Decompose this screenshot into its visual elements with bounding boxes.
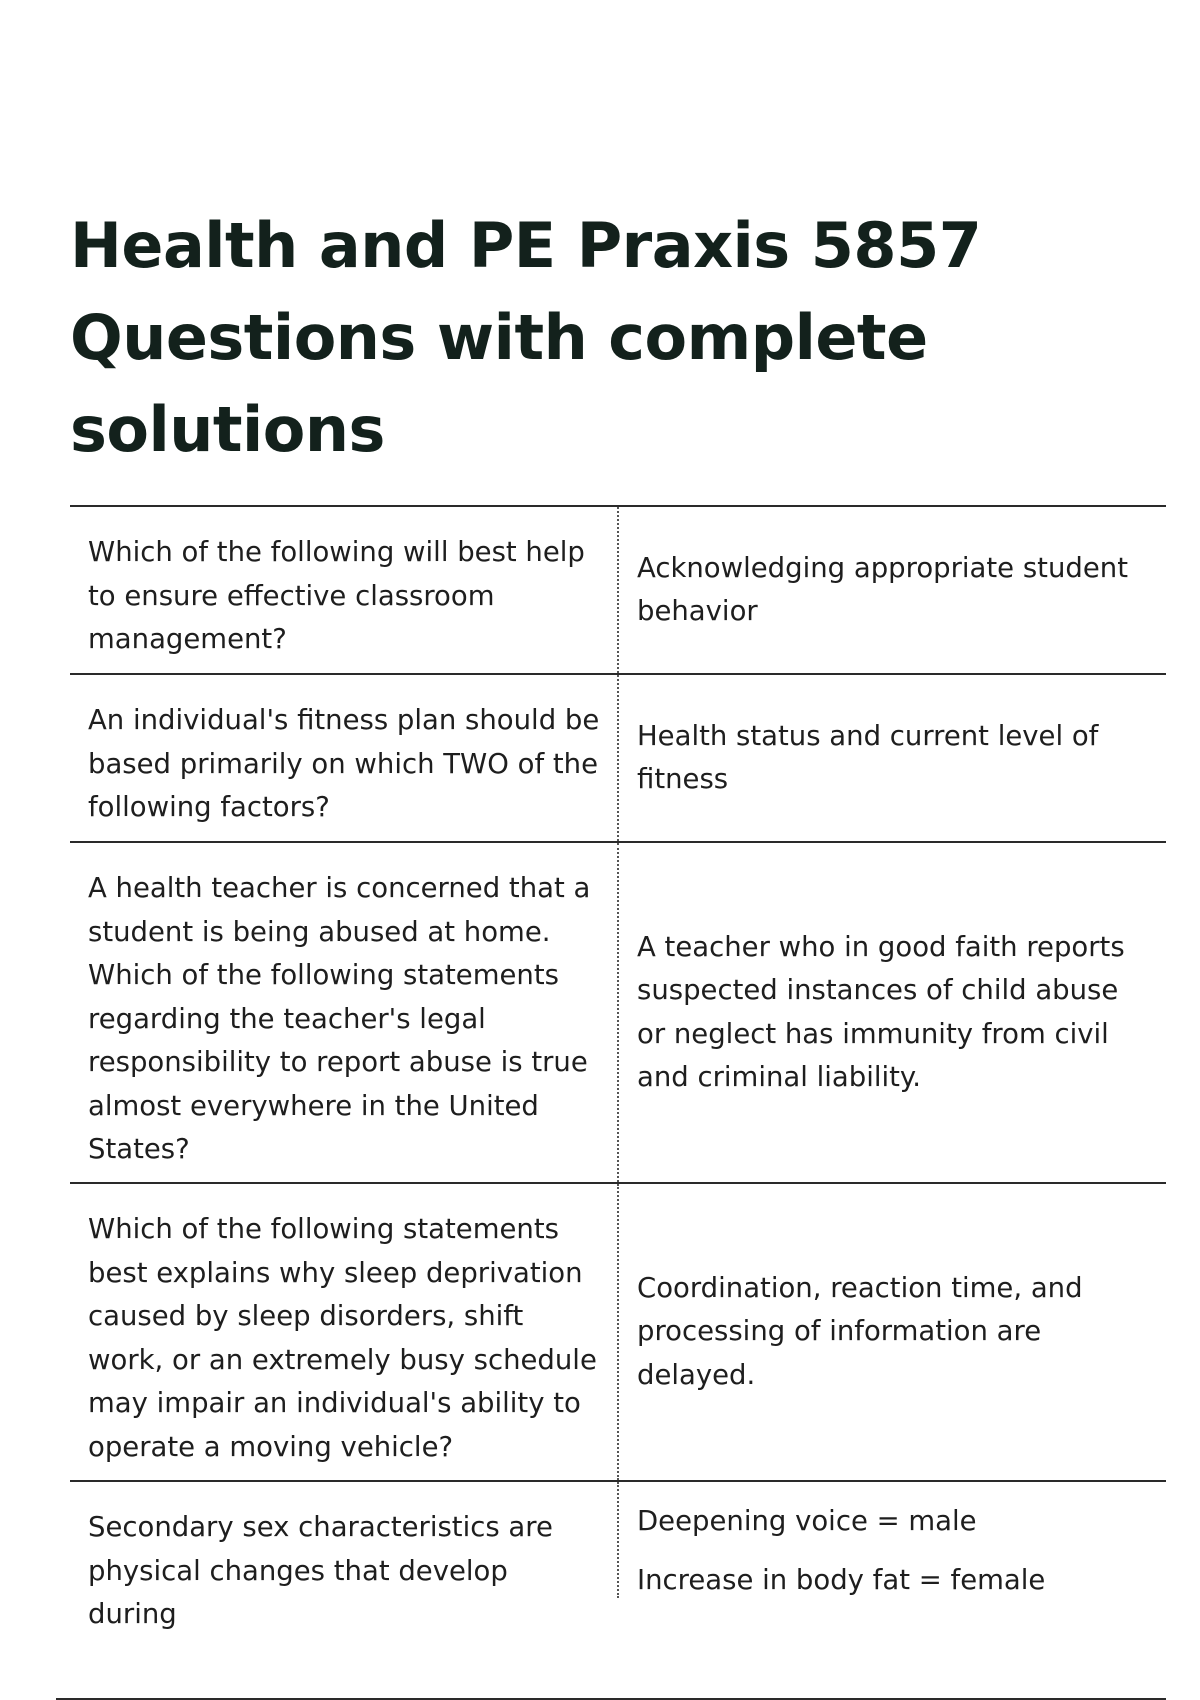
answer-line: Deepening voice = male <box>637 1505 977 1537</box>
question-cell: Which of the following statements best explains why sleep deprivation caused by sleep disorders, shift work, or an extremely busy schedule may impair an individual's ability to operate a moving vehicle? <box>70 1184 619 1480</box>
answer-text: Acknowledging appropriate student behavior <box>637 551 1128 627</box>
answer-text: Coordination, reaction time, and processing of information are delayed. <box>637 1271 1083 1391</box>
answer-cell <box>619 1482 1166 1598</box>
qa-row <box>70 1480 1166 1630</box>
answer-cell <box>619 1184 1166 1480</box>
answer-cell <box>619 843 1166 1182</box>
answer-cell <box>619 675 1166 841</box>
question-cell: Which of the following will best help to ensure effective classroom management? <box>70 507 619 673</box>
answer-line: Increase in body fat = female <box>637 1563 1046 1596</box>
qa-row <box>70 841 1166 1182</box>
answer-text: Health status and current level of fitness <box>637 719 1099 795</box>
question-cell: An individual's fitness plan should be based primarily on which TWO of the following factors? <box>70 675 619 841</box>
qa-row <box>70 1182 1166 1480</box>
answer-text: A teacher who in good faith reports suspected instances of child abuse or neglect has immunity from civil and criminal liability. <box>637 930 1125 1093</box>
page-title: Health and PE Praxis 5857 Questions with complete solutions <box>70 209 982 466</box>
qa-row <box>70 505 1166 673</box>
question-cell: Secondary sex characteristics are physical changes that develop during <box>70 1482 619 1598</box>
question-cell: A health teacher is concerned that a student is being abused at home. Which of the following statements regarding the teacher's legal responsibility to report abuse is true almost everywhere in the United States? <box>70 843 619 1182</box>
qa-row <box>70 673 1166 841</box>
qa-table <box>70 505 1166 1630</box>
answer-cell <box>619 507 1166 673</box>
